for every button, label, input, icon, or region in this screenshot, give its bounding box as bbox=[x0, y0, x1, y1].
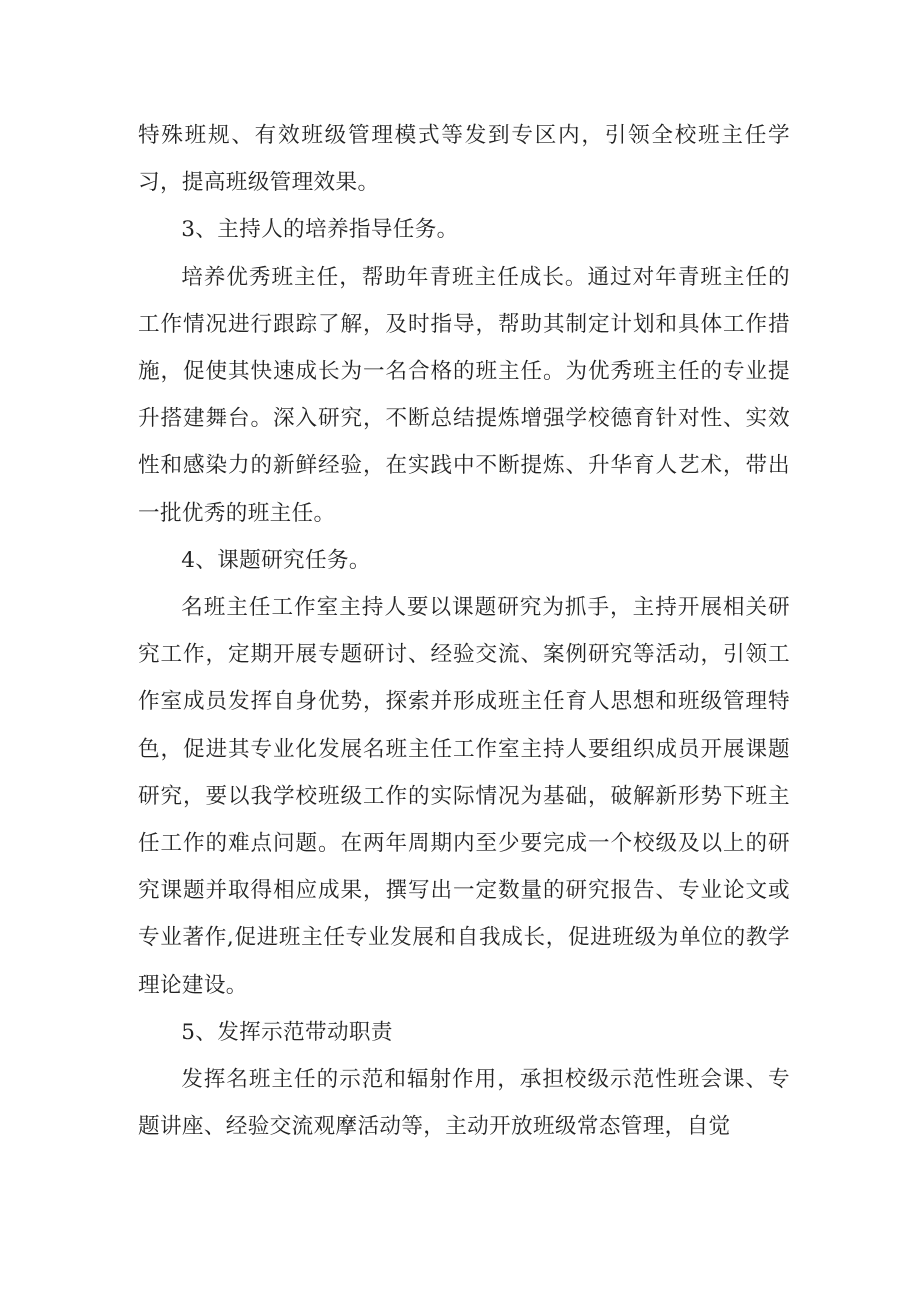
section-heading-4: 4、课题研究任务。 bbox=[181, 547, 371, 573]
paragraph-mentoring: 培养优秀班主任，帮助年青班主任成长。通过对年青班主任的工作情况进行跟踪了解，及时指导，帮助其制定计划和具体工作措施，促使其快速成长为一名合格的班主任。为优秀班主任的专业提升搭建舞台。深入研究，不断总结提炼增强学校德育针对性、实效性和感染力的新鲜经验，在实践中不断提炼、升华育人艺术，带出一批优秀的班主任。 bbox=[138, 264, 790, 526]
section-heading-5: 5、发挥示范带动职责 bbox=[181, 1019, 393, 1045]
document-body bbox=[138, 112, 790, 1150]
paragraph-demonstration: 发挥名班主任的示范和辐射作用，承担校级示范性班会课、专题讲座、经验交流观摩活动等，主动开放班级常态管理，自觉 bbox=[138, 1067, 790, 1140]
section-heading-3: 3、主持人的培养指导任务。 bbox=[181, 217, 459, 243]
paragraph-continuation: 特殊班规、有效班级管理模式等发到专区内，引领全校班主任学习，提高班级管理效果。 bbox=[138, 123, 790, 196]
paragraph-research: 名班主任工作室主持人要以课题研究为抓手，主持开展相关研究工作，定期开展专题研讨、经验交流、案例研究等活动，引领工作室成员发挥自身优势，探索并形成班主任育人思想和班级管理特色，促进其专业化发展名班主任工作室主持人要组织成员开展课题研究，要以我学校班级工作的实际情况为基础，破解新形势下班主任工作的难点问题。在两年周期内至少要完成一个校级及以上的研究课题并取得相应成果，撰写出一定数量的研究报告、专业论文或专业著作,促进班主任专业发展和自我成长，促进班级为单位的教学理论建设。 bbox=[138, 595, 790, 998]
